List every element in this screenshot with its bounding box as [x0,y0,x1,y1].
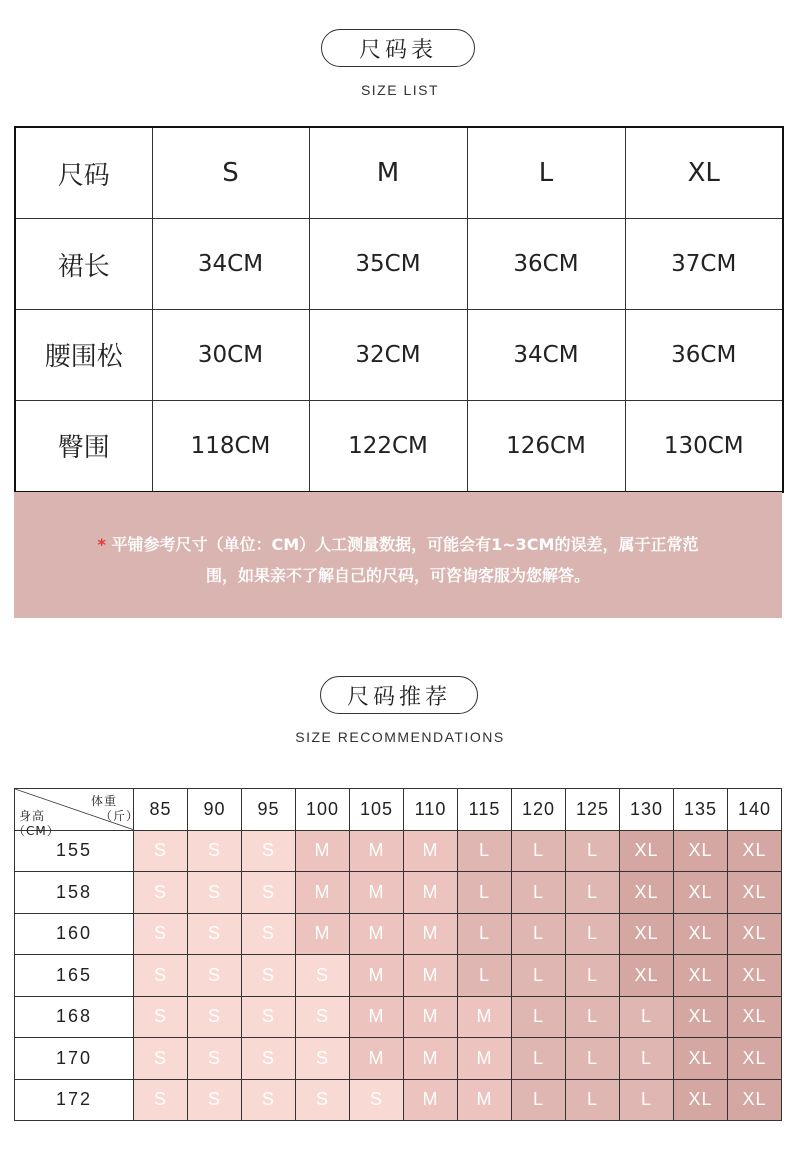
size-cell: M [350,955,404,997]
header-cell: M [309,127,467,219]
height-cell: 165 [15,955,134,997]
table-cell: 37CM [625,219,783,310]
size-cell: S [242,872,296,914]
note-line-1 [14,532,782,555]
header-cell: 尺码 [15,127,152,219]
height-cell: 170 [15,1038,134,1080]
height-cell: 168 [15,996,134,1038]
height-cell: 172 [15,1079,134,1121]
weight-header-cell: 90 [188,789,242,831]
table-cell: 30CM [152,309,309,400]
table-cell: 32CM [309,309,467,400]
table-row [15,955,782,997]
size-cell: M [350,996,404,1038]
size-cell: S [134,913,188,955]
size-cell: XL [728,996,782,1038]
size-list-title: 尺码表 [358,37,437,63]
weight-header-cell: 100 [296,789,350,831]
size-cell: XL [674,996,728,1038]
header-cell: L [467,127,625,219]
weight-header-cell: 140 [728,789,782,831]
table-cell: 122CM [309,400,467,492]
size-cell: L [566,913,620,955]
recommend-subtitle: SIZE RECOMMENDATIONS [295,729,505,745]
size-cell: S [188,955,242,997]
size-cell: L [458,872,512,914]
size-cell: S [242,913,296,955]
table-row [15,996,782,1038]
size-cell: M [404,1038,458,1080]
size-cell: S [188,872,242,914]
size-cell: L [458,913,512,955]
size-cell: XL [728,1079,782,1121]
recommend-title-pill [320,676,478,714]
size-cell: S [296,996,350,1038]
size-cell: M [458,1079,512,1121]
size-cell: M [350,913,404,955]
table-row [15,1079,782,1121]
height-cell: 158 [15,872,134,914]
table-cell: 36CM [625,309,783,400]
size-cell: XL [674,955,728,997]
weight-header-cell: 115 [458,789,512,831]
size-cell: L [566,830,620,872]
size-cell: M [458,1038,512,1080]
size-cell: L [566,1038,620,1080]
corner-weight-unit: （斤） [99,809,139,823]
weight-header-cell: 105 [350,789,404,831]
size-cell: S [134,830,188,872]
weight-header-cell: 125 [566,789,620,831]
size-cell: L [620,996,674,1038]
weight-header-cell: 135 [674,789,728,831]
row-label: 腰围松 [15,309,152,400]
recommend-title: 尺码推荐 [346,684,451,710]
header-cell: XL [625,127,783,219]
table-row [15,830,782,872]
size-cell: XL [728,955,782,997]
table-cell: 34CM [467,309,625,400]
corner-cell [13,789,139,838]
note-asterisk: * [97,535,106,554]
size-cell: S [134,1079,188,1121]
table-cell: 34CM [152,219,309,310]
size-cell: S [134,955,188,997]
table-row [15,309,783,400]
note-line-2: 围，如果亲不了解自己的尺码，可咨询客服为您解答。 [205,566,590,585]
weight-header-row [15,789,782,831]
size-cell: S [188,830,242,872]
size-cell: XL [620,830,674,872]
size-cell: XL [674,1079,728,1121]
height-cell: 155 [15,830,134,872]
size-cell: M [404,872,458,914]
measurement-note [14,492,782,618]
size-cell: L [458,830,512,872]
size-list-table [14,126,784,493]
size-cell: S [134,872,188,914]
size-cell: M [350,830,404,872]
weight-header-cell: 120 [512,789,566,831]
table-cell: 126CM [467,400,625,492]
table-row [15,1038,782,1080]
size-cell: M [404,996,458,1038]
size-cell: M [404,830,458,872]
table-row [15,400,783,492]
note-text-1: 平铺参考尺寸（单位：CM）人工测量数据，可能会有1~3CM的误差，属于正常范 [111,535,699,554]
size-cell: XL [728,1038,782,1080]
size-cell: XL [728,830,782,872]
row-label: 臀围 [15,400,152,492]
size-cell: L [512,830,566,872]
header-cell: S [152,127,309,219]
row-label: 裙长 [15,219,152,310]
size-cell: S [188,913,242,955]
size-cell: S [350,1079,404,1121]
size-cell: XL [674,913,728,955]
size-cell: S [134,1038,188,1080]
size-cell: L [458,955,512,997]
size-cell: L [566,955,620,997]
size-cell: M [296,913,350,955]
weight-header-cell: 130 [620,789,674,831]
size-recommendation-table [14,788,782,1121]
size-cell: L [566,872,620,914]
size-cell: S [242,955,296,997]
size-list-subtitle: SIZE LIST [360,82,440,98]
size-cell: S [188,1038,242,1080]
size-cell: S [134,996,188,1038]
size-cell: S [242,1038,296,1080]
size-cell: L [512,1038,566,1080]
size-cell: XL [728,872,782,914]
size-cell: S [296,1079,350,1121]
corner-height-label: 身高 [19,809,46,823]
size-cell: S [242,1079,296,1121]
size-list-header-row [15,127,783,219]
size-cell: L [512,955,566,997]
corner-weight-label: 体重 [90,794,117,808]
size-cell: S [188,996,242,1038]
size-cell: XL [674,830,728,872]
size-cell: L [620,1038,674,1080]
size-cell: M [296,830,350,872]
size-cell: L [566,1079,620,1121]
size-cell: M [404,1079,458,1121]
corner-height-unit: （CM） [13,824,60,838]
size-cell: XL [620,955,674,997]
size-cell: M [296,872,350,914]
size-cell: M [350,872,404,914]
size-cell: L [512,1079,566,1121]
table-row [15,913,782,955]
weight-header-cell: 95 [242,789,296,831]
size-cell: L [620,1079,674,1121]
size-cell: L [512,913,566,955]
size-cell: S [296,955,350,997]
size-cell: L [566,996,620,1038]
table-row [15,872,782,914]
table-cell: 118CM [152,400,309,492]
size-cell: S [188,1079,242,1121]
height-cell: 160 [15,913,134,955]
size-cell: XL [728,913,782,955]
size-cell: XL [674,872,728,914]
table-cell: 130CM [625,400,783,492]
size-cell: L [512,996,566,1038]
size-cell: S [242,830,296,872]
table-cell: 35CM [309,219,467,310]
size-cell: XL [620,913,674,955]
weight-header-cell: 110 [404,789,458,831]
size-cell: S [242,996,296,1038]
table-row [15,219,783,310]
size-cell: M [404,955,458,997]
table-cell: 36CM [467,219,625,310]
weight-header-cell: 85 [134,789,188,831]
size-cell: M [350,1038,404,1080]
size-cell: XL [674,1038,728,1080]
size-cell: XL [620,872,674,914]
size-cell: M [458,996,512,1038]
size-cell: L [512,872,566,914]
size-list-title-pill [321,29,475,67]
size-cell: S [296,1038,350,1080]
size-cell: M [404,913,458,955]
